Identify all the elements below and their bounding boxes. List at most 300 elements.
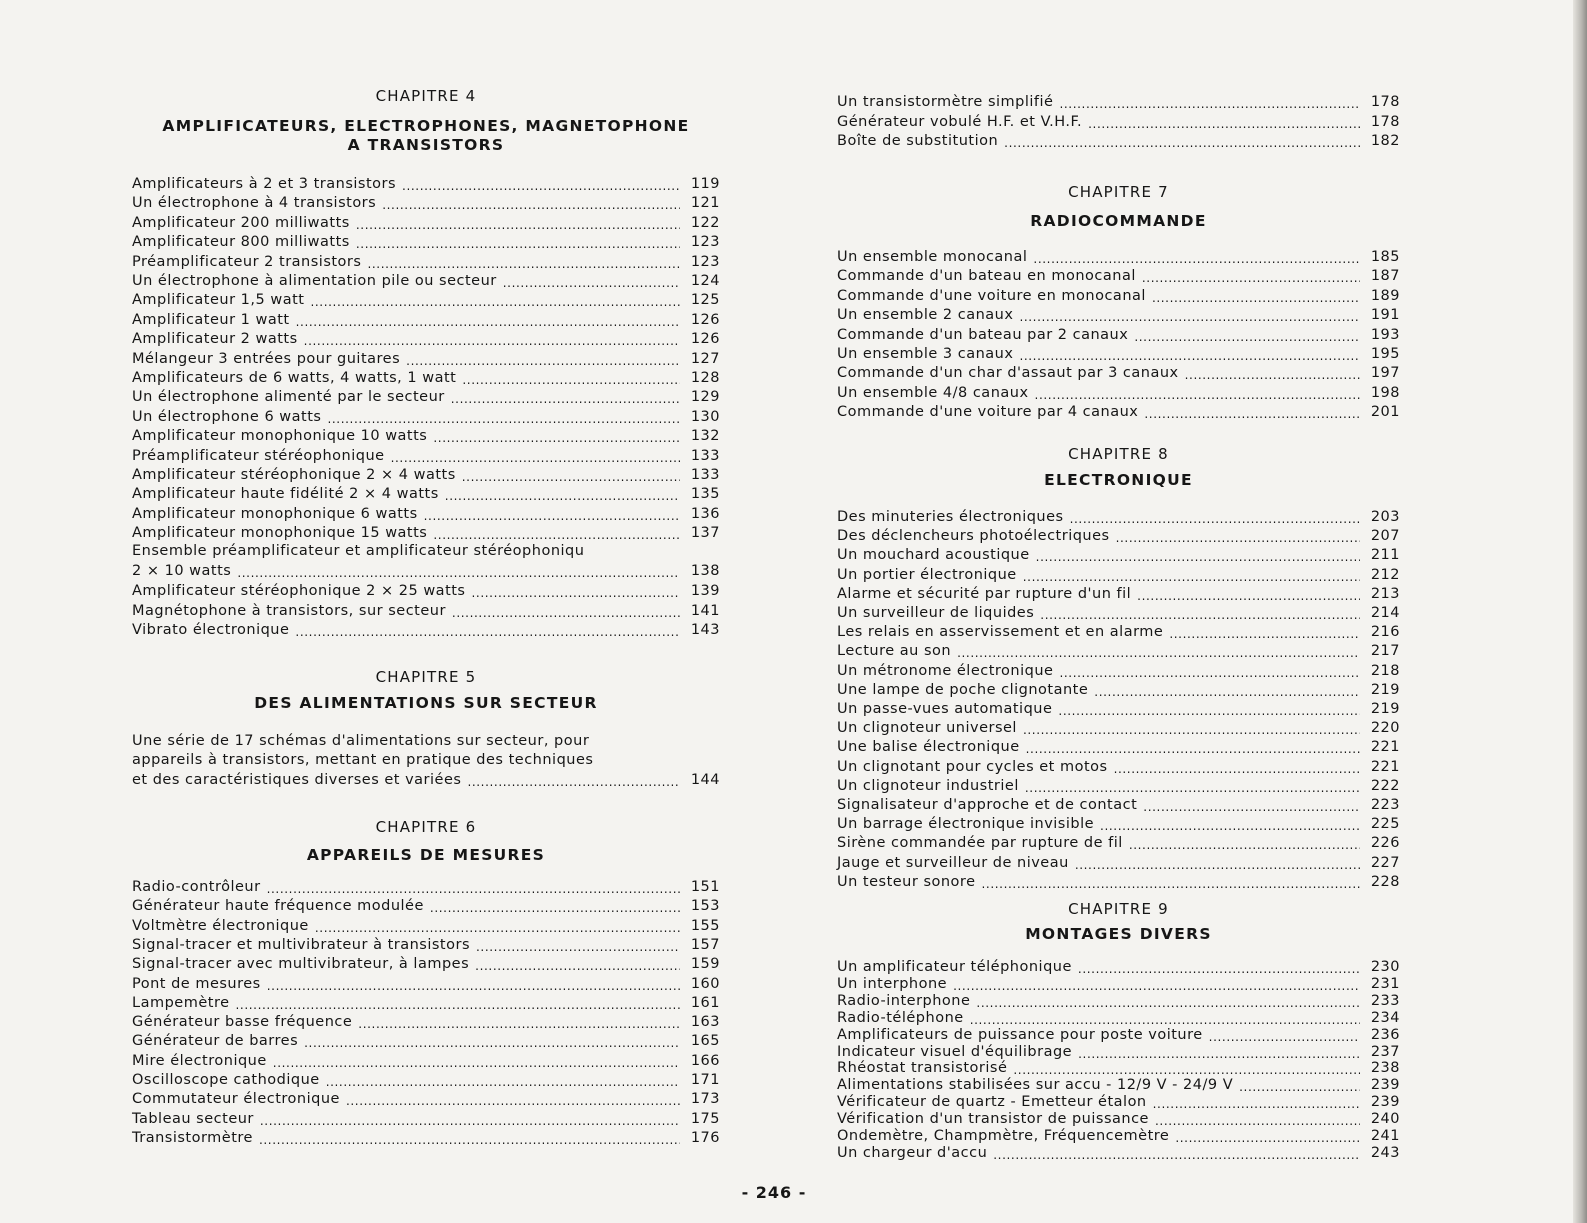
toc-entry-page: 227 [1370, 854, 1400, 871]
toc-entry-title: Un transistormètre simplifié [837, 94, 1054, 110]
leader-dots [982, 876, 1361, 892]
toc-entry-page: 144 [690, 772, 720, 788]
toc-entry[interactable] [132, 311, 720, 330]
toc-entry[interactable] [837, 854, 1400, 873]
toc-entry-title: Amplificateur haute fidélité 2 × 4 watts [132, 486, 439, 503]
leader-dots [402, 178, 680, 194]
leader-dots [1169, 626, 1360, 642]
toc-entry-page: 214 [1370, 605, 1400, 621]
toc-entry-title: Un électrophone à 4 transistors [132, 195, 377, 212]
toc-entry[interactable] [132, 505, 720, 524]
toc-entry-title: Un amplificateur téléphonique [837, 959, 1072, 975]
toc-entry[interactable] [837, 93, 1400, 112]
toc-entry[interactable] [837, 527, 1400, 546]
leader-dots [358, 1016, 680, 1032]
leader-dots [356, 217, 680, 233]
toc-entry[interactable] [837, 306, 1400, 325]
toc-entry-title: Les relais en asservissement et en alarme [837, 624, 1164, 641]
toc-entry-page: 231 [1370, 975, 1400, 992]
toc-entry[interactable] [132, 194, 720, 213]
toc-entry[interactable] [837, 834, 1400, 853]
toc-entry-title: Voltmètre électronique [132, 917, 309, 934]
toc-entry-title: Amplificateur 1,5 watt [132, 292, 305, 309]
toc-entry-page: 160 [690, 975, 720, 992]
toc-entry-page: 217 [1370, 643, 1400, 660]
toc-entry-title: Sirène commandée par rupture de fil [837, 835, 1123, 852]
chapter-8-label: CHAPITRE 8 [1068, 445, 1169, 463]
toc-entry-title: Radio-contrôleur [132, 879, 261, 895]
toc-entry-page: 176 [690, 1129, 720, 1146]
toc-entry[interactable] [132, 936, 720, 955]
toc-entry-title: Une lampe de poche clignotante [837, 681, 1089, 698]
toc-entry[interactable] [132, 272, 720, 291]
toc-entry-page: 237 [1370, 1043, 1400, 1060]
toc-entry-page: 122 [690, 214, 720, 231]
toc-entry-title: Amplificateur monophonique 15 watts [132, 525, 428, 542]
toc-entry-page: 138 [690, 563, 720, 579]
leader-dots [236, 997, 680, 1013]
toc-entry-page: 143 [690, 622, 720, 638]
leader-dots [1094, 684, 1360, 700]
toc-entry-title: Indicateur visuel d'équilibrage [837, 1043, 1073, 1060]
toc-entry-title: Lecture au son [837, 643, 952, 660]
toc-entry[interactable] [837, 1144, 1400, 1163]
toc-entry[interactable] [132, 1052, 720, 1071]
toc-entry-page: 189 [1370, 287, 1400, 304]
toc-entry-page: 129 [690, 389, 720, 406]
toc-entry[interactable] [132, 427, 720, 446]
toc-entry-page: 139 [690, 583, 720, 599]
toc-entry[interactable] [837, 604, 1400, 623]
toc-entry-page: 137 [690, 525, 720, 542]
toc-entry-page: 228 [1370, 873, 1400, 890]
toc-entry[interactable] [132, 1110, 720, 1129]
leader-dots [1035, 387, 1360, 403]
chapter-5-title: DES ALIMENTATIONS SUR SECTEUR [254, 694, 598, 712]
toc-entry-title: Un électrophone à alimentation pile ou secteur [132, 273, 497, 289]
toc-entry-title: Un métronome électronique [837, 662, 1054, 679]
toc-entry-title: Un chargeur d'accu [837, 1144, 988, 1161]
toc-entry-title: Un interphone [837, 975, 948, 992]
toc-entry-title: Amplificateur stéréophonique 2 × 4 watts [132, 467, 456, 483]
toc-entry[interactable] [837, 662, 1400, 681]
toc-entry-title: Générateur haute fréquence modulée [132, 898, 424, 915]
toc-entry[interactable] [132, 214, 720, 233]
toc-entry-page: 219 [1370, 701, 1400, 717]
leader-dots [382, 197, 680, 213]
toc-entry-title: Un ensemble monocanal [837, 249, 1028, 265]
toc-entry[interactable] [837, 508, 1400, 527]
toc-entry-title: Boîte de substitution [837, 133, 999, 149]
leader-dots [424, 508, 680, 524]
leader-dots [1026, 741, 1360, 757]
leader-dots [1070, 511, 1360, 527]
toc-entry[interactable] [132, 408, 720, 427]
toc-entry-page: 133 [690, 467, 720, 483]
leader-dots [367, 256, 680, 272]
toc-entry[interactable] [837, 364, 1400, 383]
toc-entry[interactable] [132, 602, 720, 621]
toc-entry-title: Un testeur sonore [837, 873, 976, 890]
leader-dots [476, 939, 680, 955]
toc-entry-title: Un électrophone 6 watts [132, 408, 322, 425]
toc-entry-title: Des minuteries électroniques [837, 509, 1064, 525]
toc-entry[interactable] [132, 175, 720, 194]
leader-dots [433, 430, 680, 446]
leader-dots [304, 333, 680, 349]
toc-entry-page: 178 [1370, 113, 1400, 130]
toc-entry-title: Générateur de barres [132, 1033, 299, 1050]
toc-entry-page: 221 [1370, 758, 1400, 775]
toc-entry[interactable] [837, 384, 1400, 403]
leader-dots [1036, 549, 1360, 565]
toc-entry[interactable] [132, 1090, 720, 1109]
toc-entry-page: 212 [1370, 566, 1400, 583]
toc-entry[interactable] [132, 388, 720, 407]
leader-dots [295, 624, 680, 640]
toc-entry-page: 239 [1370, 1094, 1400, 1111]
toc-entry-title: Un ensemble 2 canaux [837, 307, 1014, 324]
toc-entry-title: Un clignoteur universel [837, 720, 1017, 737]
toc-entry[interactable] [132, 897, 720, 916]
toc-entry[interactable] [132, 524, 720, 543]
toc-entry-title: Pont de mesures [132, 975, 261, 992]
leader-dots [1075, 857, 1360, 873]
toc-entry-page: 125 [690, 292, 720, 309]
toc-entry-title: Amplificateur 2 watts [132, 331, 298, 348]
toc-entry[interactable] [132, 878, 720, 897]
leader-dots [1004, 135, 1360, 151]
toc-entry-page: 141 [690, 602, 720, 619]
toc-entry-title: Signal-tracer et multivibrateur à transistors [132, 936, 470, 953]
leader-dots [1059, 665, 1360, 681]
toc-entry-page: 198 [1370, 384, 1400, 401]
toc-entry-page: 135 [690, 486, 720, 503]
leader-dots [1144, 406, 1360, 422]
toc-entry-page: 124 [690, 273, 720, 289]
toc-entry[interactable] [132, 369, 720, 388]
toc-entry[interactable] [837, 566, 1400, 585]
toc-entry[interactable] [837, 267, 1400, 286]
toc-entry[interactable] [132, 485, 720, 504]
leader-dots [1100, 818, 1360, 834]
leader-dots [1137, 588, 1360, 604]
leader-dots [430, 900, 680, 916]
toc-entry-page: 136 [690, 505, 720, 522]
leader-dots [462, 469, 680, 485]
chapter-8-title: ELECTRONIQUE [1044, 471, 1193, 489]
toc-entry-page: 165 [690, 1033, 720, 1050]
toc-entry-page: 157 [690, 936, 720, 953]
toc-entry-page: 119 [690, 176, 720, 192]
toc-entry[interactable] [132, 1013, 720, 1032]
toc-entry[interactable] [132, 233, 720, 252]
chapter-5-text-line2: appareils à transistors, mettant en pratique des techniques [132, 752, 594, 768]
toc-entry[interactable] [132, 466, 720, 485]
toc-entry-title: Radio-interphone [837, 992, 971, 1009]
toc-entry-page: 241 [1370, 1128, 1400, 1144]
toc-entry-page: 123 [690, 234, 720, 251]
leader-dots [503, 275, 680, 291]
leader-dots [1019, 309, 1360, 325]
toc-entry-page: 130 [690, 408, 720, 425]
toc-entry-page: 223 [1370, 797, 1400, 813]
toc-entry-title: Commande d'un char d'assaut par 3 canaux [837, 365, 1179, 382]
leader-dots [1152, 290, 1360, 306]
page-edge [1573, 0, 1587, 1223]
toc-entry-page: 133 [690, 447, 720, 464]
toc-entry-title: Une balise électronique [837, 739, 1020, 756]
toc-entry-page: 239 [1370, 1077, 1400, 1094]
toc-entry-page: 182 [1370, 133, 1400, 149]
leader-dots [475, 958, 680, 974]
toc-entry[interactable] [132, 621, 720, 640]
leader-dots [451, 391, 680, 407]
toc-entry-page: 178 [1370, 94, 1400, 110]
toc-entry[interactable] [837, 642, 1400, 661]
leader-dots [467, 774, 680, 790]
toc-entry[interactable] [132, 1071, 720, 1090]
toc-entry-page: 219 [1370, 681, 1400, 698]
toc-entry[interactable] [837, 796, 1400, 815]
toc-entry-page: 151 [690, 879, 720, 895]
toc-entry-page: 222 [1370, 777, 1400, 794]
toc-entry-page: 220 [1370, 720, 1400, 737]
toc-entry[interactable] [132, 994, 720, 1013]
chapter-9-title: MONTAGES DIVERS [1025, 925, 1212, 943]
toc-entry-title: Générateur vobulé H.F. et V.H.F. [837, 113, 1083, 130]
toc-entry-page: 163 [690, 1014, 720, 1031]
toc-entry[interactable] [132, 582, 720, 601]
toc-entry-page: 243 [1370, 1144, 1400, 1161]
leader-dots [273, 1055, 680, 1071]
chapter-5-label: CHAPITRE 5 [375, 668, 477, 686]
leader-dots [1058, 703, 1360, 719]
leader-dots [957, 645, 1360, 661]
toc-entry[interactable] [837, 132, 1400, 151]
toc-entry[interactable] [837, 758, 1400, 777]
toc-entry-title: Un passe-vues automatique [837, 701, 1053, 717]
toc-entry-page: 121 [690, 195, 720, 212]
toc-entry-title: Générateur basse fréquence [132, 1014, 353, 1031]
toc-entry-title: Un ensemble 4/8 canaux [837, 384, 1029, 401]
leader-dots [296, 314, 680, 330]
toc-entry-title: Amplificateurs à 2 et 3 transistors [132, 176, 397, 192]
toc-entry-title: Un portier électronique [837, 566, 1017, 583]
toc-entry[interactable] [132, 917, 720, 936]
toc-entry[interactable] [132, 975, 720, 994]
leader-dots [1025, 780, 1360, 796]
toc-entry[interactable] [132, 350, 720, 369]
toc-entry-title: Commande d'une voiture en monocanal [837, 287, 1146, 304]
toc-entry-title: Un électrophone alimenté par le secteur [132, 389, 445, 406]
toc-entry[interactable] [132, 955, 720, 974]
toc-entry-title: Amplificateur 1 watt [132, 311, 290, 328]
toc-entry[interactable] [837, 719, 1400, 738]
toc-entry[interactable] [837, 345, 1400, 364]
toc-entry-title: Amplificateur 200 milliwatts [132, 214, 350, 231]
toc-entry[interactable] [837, 700, 1400, 719]
toc-entry-title: Un barrage électronique invisible [837, 816, 1095, 833]
toc-entry-title: Un clignotant pour cycles et motos [837, 758, 1108, 775]
toc-entry[interactable] [837, 113, 1400, 132]
toc-entry-title: Amplificateur monophonique 10 watts [132, 428, 428, 445]
leader-dots [433, 527, 680, 543]
leader-dots [1088, 116, 1360, 132]
toc-entry-page: 218 [1370, 662, 1400, 679]
toc-entry[interactable] [837, 623, 1400, 642]
leader-dots [259, 1132, 680, 1148]
toc-entry[interactable] [837, 873, 1400, 892]
toc-entry[interactable] [132, 1032, 720, 1051]
toc-entry-page: 207 [1370, 528, 1400, 545]
toc-entry-page: 155 [690, 917, 720, 934]
toc-entry-page: 201 [1370, 404, 1400, 421]
toc-entry-page: 240 [1370, 1111, 1400, 1128]
toc-entry-title: et des caractéristiques diverses et variées [132, 772, 462, 788]
toc-entry-title: Mélangeur 3 entrées pour guitares [132, 350, 401, 367]
toc-entry[interactable] [132, 447, 720, 466]
leader-dots [1142, 270, 1360, 286]
toc-entry-page: 191 [1370, 307, 1400, 324]
toc-entry[interactable] [837, 546, 1400, 565]
toc-entry-page: 216 [1370, 624, 1400, 641]
toc-entry-title: Commutateur électronique [132, 1091, 340, 1108]
toc-entry-title: Un surveilleur de liquides [837, 605, 1035, 621]
toc-entry-title: Amplificateur 800 milliwatts [132, 234, 350, 251]
leader-dots [260, 1113, 680, 1129]
chapter-5-text-line1: Une série de 17 schémas d'alimentations sur secteur, pour [132, 733, 590, 749]
toc-entry-page: 221 [1370, 739, 1400, 756]
toc-entry-page: 225 [1370, 816, 1400, 833]
leader-dots [452, 605, 680, 621]
toc-entry-page: 123 [690, 253, 720, 270]
toc-entry-title: Vibrato électronique [132, 622, 290, 638]
toc-entry-title: Ondemètre, Champmètre, Fréquencemètre [837, 1128, 1170, 1144]
toc-entry-title: Un ensemble 3 canaux [837, 346, 1014, 362]
toc-entry-page: 211 [1370, 547, 1400, 564]
toc-entry[interactable] [132, 291, 720, 310]
toc-entry[interactable] [837, 681, 1400, 700]
toc-entry-page: 153 [690, 898, 720, 915]
toc-entry-page: 132 [690, 428, 720, 445]
toc-entry-title: Amplificateurs de 6 watts, 4 watts, 1 watt [132, 370, 457, 386]
leader-dots [1116, 530, 1360, 546]
toc-entry-page: 166 [690, 1052, 720, 1069]
leader-dots [1023, 722, 1360, 738]
toc-entry-title: Radio-téléphone [837, 1009, 964, 1026]
toc-entry-page: 234 [1370, 1009, 1400, 1026]
toc-entry-title: Commande d'une voiture par 4 canaux [837, 404, 1139, 421]
toc-entry-title: Vérification d'un transistor de puissance [837, 1111, 1149, 1128]
chapter-6-title: APPAREILS DE MESURES [306, 846, 546, 864]
toc-entry-page: 187 [1370, 268, 1400, 285]
toc-entry-title: Alarme et sécurité par rupture d'un fil [837, 585, 1132, 602]
toc-entry-page: 161 [690, 994, 720, 1011]
leader-dots [472, 585, 681, 601]
toc-entry-title: Commande d'un bateau en monocanal [837, 268, 1136, 285]
leader-dots [1134, 329, 1360, 345]
toc-entry-title: Un mouchard acoustique [837, 547, 1030, 564]
toc-entry-page: 236 [1370, 1026, 1400, 1043]
leader-dots [1114, 761, 1360, 777]
toc-entry-page: 173 [690, 1091, 720, 1108]
leader-dots [304, 1035, 680, 1051]
toc-entry-title: Jauge et surveilleur de niveau [837, 854, 1069, 871]
chapter-4-title-line1: AMPLIFICATEURS, ELECTROPHONES, MAGNETOPHONE [162, 117, 690, 135]
toc-entry-title: Rhéostat transistorisé [837, 1060, 1008, 1077]
toc-entry-title: Transistormètre [132, 1129, 253, 1146]
leader-dots [1023, 569, 1360, 585]
toc-entry-title: Amplificateur stéréophonique 2 × 25 watts [132, 583, 466, 599]
toc-entry[interactable] [837, 287, 1400, 306]
toc-entry[interactable] [837, 585, 1400, 604]
toc-entry-title: Commande d'un bateau par 2 canaux [837, 326, 1129, 343]
leader-dots [327, 411, 680, 427]
toc-entry-page: 185 [1370, 249, 1400, 265]
leader-dots [406, 353, 680, 369]
toc-entry-title: Signalisateur d'approche et de contact [837, 797, 1138, 813]
chapter-7-label: CHAPITRE 7 [1068, 183, 1169, 201]
leader-dots [1019, 348, 1360, 364]
leader-dots [237, 565, 680, 581]
toc-entry-title: Amplificateurs de puissance pour poste voiture [837, 1026, 1203, 1043]
toc-entry-page: 230 [1370, 959, 1400, 975]
page-number: - 246 - [741, 1183, 807, 1202]
leader-dots [1143, 799, 1360, 815]
toc-entry[interactable] [837, 248, 1400, 267]
toc-entry-title: Alimentations stabilisées sur accu - 12/9 V - 24/9 V [837, 1077, 1234, 1094]
leader-dots [267, 881, 680, 897]
toc-entry-page: 159 [690, 956, 720, 973]
chapter-4-title-line2: A TRANSISTORS [347, 136, 505, 154]
toc-entry-title: Lampemètre [132, 994, 230, 1011]
leader-dots [310, 294, 680, 310]
toc-entry[interactable] [837, 738, 1400, 757]
toc-entry[interactable] [132, 253, 720, 272]
toc-entry[interactable] [132, 330, 720, 349]
toc-entry[interactable] [132, 771, 720, 790]
toc-entry-page: 128 [690, 370, 720, 386]
toc-entry-title: Magnétophone à transistors, sur secteur [132, 602, 446, 619]
leader-dots [1040, 607, 1360, 623]
toc-entry-page: 213 [1370, 585, 1400, 602]
leader-dots [445, 488, 680, 504]
toc-entry-title: 2 × 10 watts [132, 563, 232, 579]
toc-entry[interactable] [837, 403, 1400, 422]
toc-entry-title: Tableau secteur [132, 1110, 254, 1127]
leader-dots [267, 978, 680, 994]
leader-dots [1033, 251, 1360, 267]
chapter-6-label: CHAPITRE 6 [375, 818, 477, 836]
toc-entry-page: 171 [690, 1072, 720, 1088]
toc-entry[interactable] [837, 326, 1400, 345]
ensemble-line-1: Ensemble préamplificateur et amplificateur stéréophoniqu [132, 543, 585, 559]
leader-dots [315, 920, 680, 936]
toc-entry[interactable] [837, 777, 1400, 796]
leader-dots [346, 1093, 680, 1109]
leader-dots [326, 1074, 680, 1090]
toc-entry-page: 193 [1370, 326, 1400, 343]
toc-entry-page: 233 [1370, 992, 1400, 1009]
toc-entry-title: Oscilloscope cathodique [132, 1072, 320, 1088]
toc-entry[interactable] [132, 1129, 720, 1148]
toc-entry[interactable] [132, 562, 720, 581]
toc-entry-page: 238 [1370, 1060, 1400, 1077]
toc-entry[interactable] [837, 815, 1400, 834]
toc-entry-page: 126 [690, 331, 720, 348]
leader-dots [462, 372, 680, 388]
